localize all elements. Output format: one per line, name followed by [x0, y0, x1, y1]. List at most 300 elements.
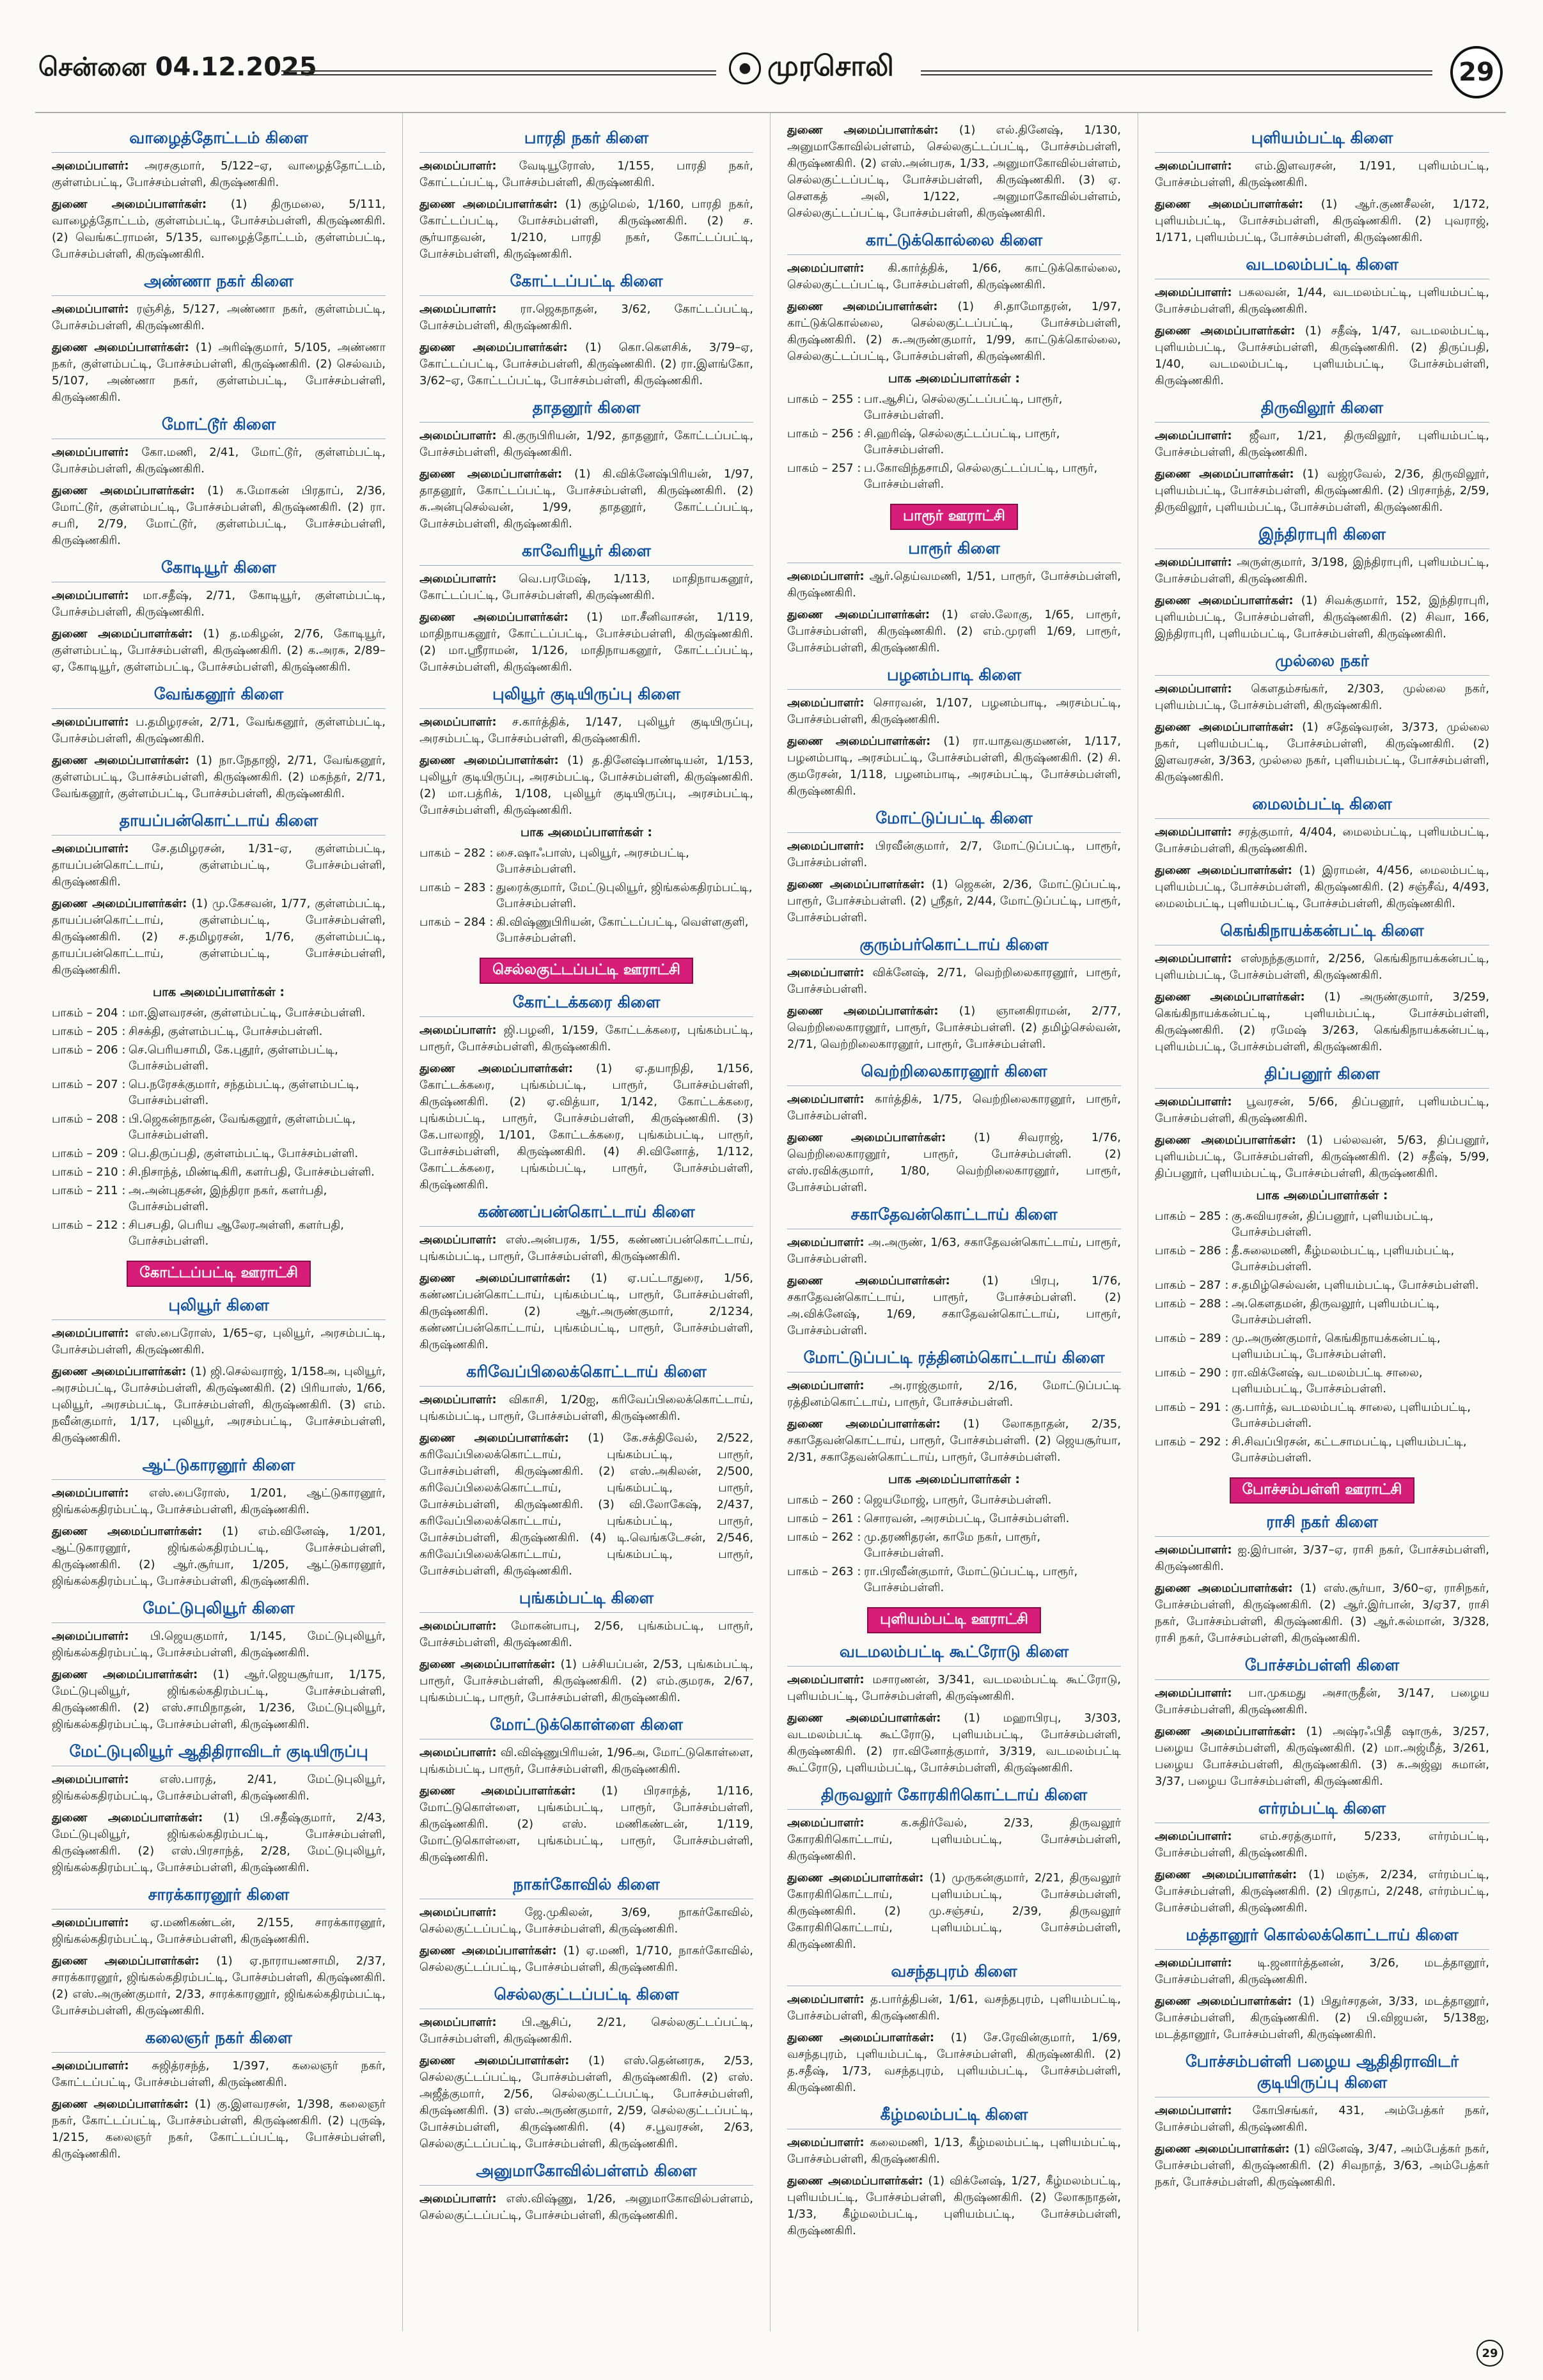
booth-agent: ரா.பிரவீன்குமார், மோட்டுப்பட்டி, பாரூர், போச்சம்பள்ளி.	[864, 1565, 1078, 1594]
president-label: அமைப்பாளர்:	[787, 2136, 865, 2149]
branch-title: வடமலம்பட்டி கிளை	[1155, 255, 1489, 279]
booth-row	[1155, 1330, 1489, 1362]
panchayat-banner: புளியம்பட்டி ஊராட்சி	[867, 1607, 1041, 1633]
vice-president-text: (1) அருண்குமார், 3/259, கெங்கிநாயக்கன்பட்டி, புளியம்பட்டி, போச்சம்பள்ளி, கிருஷ்ணகிரி. (2) ரமேஷ் 3/263, கெங்கிநாயக்கன்பட்டி, புளியம்பட்டி, போச்சம்பள்ளி, கிருஷ்ணகிரி.	[1155, 990, 1489, 1054]
president-text: எஸ்.பைரோஸ், 1/65–ஏ, புலியூர், அரசம்பட்டி, போச்சம்பள்ளி, கிருஷ்ணகிரி.	[52, 1326, 386, 1357]
booth-row	[419, 914, 753, 946]
president-label: அமைப்பாளர்:	[1155, 2104, 1232, 2117]
vice-president-text: (1) அரிஷ்குமார், 5/105, அண்ணா நகர், குள்ளம்பட்டி, போச்சம்பள்ளி, கிருஷ்ணகிரி. (2) செல்வம், 5/107, அண்ணா நகர், குள்ளம்பட்டி, போச்சம்பள்ளி, கிருஷ்ணகிரி.	[52, 341, 386, 404]
booth-agent: ப.கோவிந்தசாமி, செல்லகுட்டப்பட்டி, பாரூர், போச்சம்பள்ளி.	[864, 462, 1098, 491]
president-label: அமைப்பாளர்:	[52, 302, 129, 316]
president-entry	[419, 301, 753, 334]
vice-president-text: (1) மஹாபிரபு, 3/303, வடமலம்பட்டி கூட்ரோடு, புளியம்பட்டி, போச்சம்பள்ளி, கிருஷ்ணகிரி. (2) ரா.வினோத்குமார், 3/319, வடமலம்பட்டி கூட்ரோடு, புளியம்பட்டி, போச்சம்பள்ளி, கிருஷ்ணகிரி.	[787, 1711, 1121, 1775]
vice-president-label: துணை அமைப்பாளர்கள்:	[787, 1871, 924, 1885]
booth-agent: கி.விஷ்ணுபிரியன், கோட்டப்பட்டி, வெள்ளகுளி, போச்சம்பள்ளி.	[496, 915, 749, 945]
column-4	[1138, 113, 1506, 2331]
president-label: அமைப்பாளர்:	[52, 1486, 129, 1500]
booth-number: பாகம் – 286 :	[1155, 1244, 1229, 1257]
vice-president-entry	[419, 2053, 753, 2152]
vice-president-entry	[419, 1943, 753, 1976]
vice-president-text: (1) பிதுர்சரதன், 3/33, மடத்தானூர், போச்சம்பள்ளி, கிருஷ்ணகிரி. (2) பி.விஜயன், 5/138ஐ, மடத்தானூர், போச்சம்பள்ளி, கிருஷ்ணகிரி.	[1155, 1995, 1489, 2041]
vice-president-label: துணை அமைப்பாளர்கள்:	[52, 2097, 189, 2111]
president-text: வேடியூரோஸ், 1/155, பாரதி நகர், கோட்டப்பட்டி, போச்சம்பள்ளி, கிருஷ்ணகிரி.	[419, 159, 753, 189]
vice-president-entry	[787, 1710, 1121, 1777]
booth-heading: பாக அமைப்பாளர்கள் :	[888, 1472, 1020, 1486]
vice-president-entry	[787, 2030, 1121, 2096]
president-text: கி.குருபிரியன், 1/92, தாதனூர், கோட்டப்பட்டி, போச்சம்பள்ளி, கிருஷ்ணகிரி.	[419, 429, 753, 459]
vice-president-entry	[52, 339, 386, 406]
vice-president-text: (1) மஞ்சு, 2/234, எர்ரம்பட்டி, போச்சம்பள்ளி, கிருஷ்ணகிரி. (2) பிரதாப், 2/248, எர்ரம்பட்டி, போச்சம்பள்ளி, கிருஷ்ணகிரி.	[1155, 1868, 1489, 1915]
president-label: அமைப்பாளர்:	[419, 1619, 497, 1633]
branch-title: கரிவேப்பிலைக்கொட்டாய் கிளை	[419, 1362, 753, 1387]
vice-president-text: (1) பிரபு, 1/76, சகாதேவன்கொட்டாய், பாரூர், போச்சம்பள்ளி. (2) அ.விக்னேஷ், 1/69, சகாதேவன்கொட்டாய், பாரூர், போச்சம்பள்ளி.	[787, 1274, 1121, 1337]
vice-president-label: துணை அமைப்பாளர்கள்:	[52, 1954, 200, 1968]
president-text: க.சுதிர்வேல், 2/33, திருவலூர் கோரகிரிகொட்டாய், புளியம்பட்டி, போச்சம்பள்ளி, கிருஷ்ணகிரி.	[787, 1816, 1121, 1863]
branch-title: பாரதி நகர் கிளை	[419, 128, 753, 153]
booth-row	[419, 880, 753, 912]
vice-president-text: (1) லோகநாதன், 2/35, சகாதேவன்கொட்டாய், பாரூர், போச்சம்பள்ளி. (2) ஜெயசூர்யா, 2/31, சகாதேவன்கொட்டாய், பாரூர், போச்சம்பள்ளி.	[787, 1417, 1121, 1464]
president-entry	[52, 1325, 386, 1358]
booth-number: பாகம் – 208 :	[52, 1112, 126, 1126]
vice-president-text: (1) கு.இளவரசன், 1/398, கலைஞர் நகர், கோட்டப்பட்டி, போச்சம்பள்ளி, கிருஷ்ணகிரி. (2) புருஷ், 1/215, கலைஞர் நகர், கோட்டப்பட்டி, போச்சம்பள்ளி, கிருஷ்ணகிரி.	[52, 2097, 386, 2161]
vice-president-entry	[419, 1270, 753, 1353]
masthead	[38, 46, 1503, 104]
vice-president-entry	[787, 876, 1121, 926]
vice-president-label: துணை அமைப்பாளர்கள்:	[52, 1525, 203, 1538]
vice-president-text: (1) கொ.கௌசிக், 3/79–ஏ, கோட்டப்பட்டி, போச்சம்பள்ளி, கிருஷ்ணகிரி. (2) ரா.இளங்கோ, 3/62–ஏ, கோட்டப்பட்டி, போச்சம்பள்ளி, கிருஷ்ணகிரி.	[419, 341, 753, 387]
president-label: அமைப்பாளர்:	[419, 715, 497, 729]
president-text: ச.கார்த்திக், 1/147, புலியூர் குடியிருப்பு, அரசம்பட்டி, போச்சம்பள்ளி, கிருஷ்ணகிரி.	[419, 715, 753, 745]
president-text: எஸ்.அன்பரசு, 1/55, கண்ணப்பன்கொட்டாய், புங்கம்பட்டி, பாரூர், போச்சம்பள்ளி, கிருஷ்ணகிரி.	[419, 1233, 753, 1263]
booth-number: பாகம் – 284 :	[419, 915, 494, 929]
president-entry	[787, 1815, 1121, 1865]
vice-president-entry	[419, 609, 753, 676]
vice-president-text: (1) விக்னேஷ், 1/27, கீழ்மலம்பட்டி, புளியம்பட்டி, போச்சம்பள்ளி, கிருஷ்ணகிரி. (2) லோகநாதன், 1/33, கீழ்மலம்பட்டி, புளியம்பட்டி, போச்சம்பள்ளி, கிருஷ்ணகிரி.	[787, 2174, 1121, 2237]
booth-number: பாகம் – 261 :	[787, 1512, 861, 1525]
president-text: பசுலவன், 1/44, வடமலம்பட்டி, புளியம்பட்டி, போச்சம்பள்ளி, கிருஷ்ணகிரி.	[1155, 286, 1489, 316]
vice-president-entry	[1155, 1723, 1489, 1790]
vice-president-text: (1) அஷ்ரஃபிதீ ஷாருக், 3/257, பழைய போச்சம்பள்ளி, கிருஷ்ணகிரி. (2) மா.அஜ்மீத், 3/261, பழைய போச்சம்பள்ளி, கிருஷ்ணகிரி. (3) சு.அஜ்லு சுமான், 3/37, பழைய போச்சம்பள்ளி, கிருஷ்ணகிரி.	[1155, 1725, 1489, 1788]
vice-president-entry	[419, 1430, 753, 1580]
branch-title: சாரக்காரனூர் கிளை	[52, 1885, 386, 1909]
vice-president-entry	[1155, 1867, 1489, 1917]
president-entry	[419, 158, 753, 191]
vice-president-text: (1) ஆர்.குணசீலன், 1/172, புளியம்பட்டி, போச்சம்பள்ளி, கிருஷ்ணகிரி. (2) புவராஜ், 1/171, புளியம்பட்டி, போச்சம்பள்ளி, கிருஷ்ணகிரி.	[1155, 198, 1489, 244]
branch-title: வேங்கனூர் கிளை	[52, 685, 386, 709]
booth-number: பாகம் – 292 :	[1155, 1435, 1229, 1449]
booth-heading: பாக அமைப்பாளர்கள் :	[152, 985, 285, 999]
vice-president-text: (1) ஆர்.ஜெயசூர்யா, 1/175, மேட்டுபுலியூர், ஜிங்கல்கதிரம்பட்டி, போச்சம்பள்ளி, கிருஷ்ணகிரி. (2) எஸ்.சாமிநாதன், 1/236, மேட்டுபுலியூர், ஜிங்கல்கதிரம்பட்டி, போச்சம்பள்ளி, கிருஷ்ணகிரி.	[52, 1668, 386, 1731]
vice-president-label: துணை அமைப்பாளர்கள்:	[787, 1711, 941, 1725]
booth-number: பாகம் – 211 :	[52, 1184, 126, 1197]
booth-agent: கு.சுவியரசன், திப்பனூர், புளியம்பட்டி, போச்சம்பள்ளி.	[1232, 1209, 1434, 1239]
vice-president-entry	[1155, 1132, 1489, 1182]
president-text: அருள்குமார், 3/198, இந்திராபுரி, புளியம்பட்டி, போச்சம்பள்ளி, கிருஷ்ணகிரி.	[1155, 556, 1489, 586]
vice-president-entry	[787, 1130, 1121, 1196]
president-label: அமைப்பாளர்:	[419, 2016, 497, 2029]
vice-president-label: துணை அமைப்பாளர்கள்:	[419, 754, 559, 767]
booth-row	[787, 1492, 1121, 1508]
vice-president-entry	[419, 752, 753, 819]
branch-title: மோட்டுக்கொள்ளை கிளை	[419, 1715, 753, 1739]
president-label: அமைப்பாளர்:	[1155, 825, 1232, 839]
vice-president-text: (1) சிவக்குமார், 152, இந்திராபுரி, புளியம்பட்டி, போச்சம்பள்ளி, கிருஷ்ணகிரி. (2) சிவா, 166, இந்திராபுரி, புளியம்பட்டி, போச்சம்பள்ளி, கிருஷ்ணகிரி.	[1155, 594, 1489, 641]
president-entry	[419, 2191, 753, 2224]
vice-president-text: (1) சே.ரேவின்குமார், 1/69, வசந்தபுரம், புளியம்பட்டி, போச்சம்பள்ளி, கிருஷ்ணகிரி. (2) த.சதீஷ், 1/73, வசந்தபுரம், புளியம்பட்டி, போச்சம்பள்ளி, கிருஷ்ணகிரி.	[787, 2031, 1121, 2094]
president-label: அமைப்பாளர்:	[419, 1746, 497, 1759]
president-entry	[419, 1232, 753, 1265]
booth-row	[52, 1023, 386, 1039]
president-text: ப.தமிழரசன், 2/71, வேங்கனூர், குள்ளம்பட்டி, போச்சம்பள்ளி, கிருஷ்ணகிரி.	[52, 715, 386, 745]
president-label: அமைப்பாளர்:	[1155, 1095, 1232, 1108]
president-entry	[787, 260, 1121, 293]
president-text: அரசகுமார், 5/122–ஏ, வாழைத்தோட்டம், குள்ளம்பட்டி, போச்சம்பள்ளி, கிருஷ்ணகிரி.	[52, 159, 386, 189]
president-label: அமைப்பாளர்:	[52, 715, 129, 729]
vice-president-entry	[52, 752, 386, 802]
branch-title: கெங்கிநாயக்கன்பட்டி கிளை	[1155, 921, 1489, 945]
vice-president-text: (1) ரா.யாதவகுமணன், 1/117, பழனம்பாடி, அரசம்பட்டி, போச்சம்பள்ளி, கிருஷ்ணகிரி. (2) சி. குமரேசன், 1/118, பழனம்பாடி, அரசம்பட்டி, போச்சம்பள்ளி, கிருஷ்ணகிரி.	[787, 735, 1121, 798]
president-entry	[787, 1672, 1121, 1705]
president-label: அமைப்பாளர்:	[1155, 1956, 1232, 1970]
vice-president-label: துணை அமைப்பாளர்கள்:	[419, 1658, 556, 1671]
president-entry	[1155, 158, 1489, 191]
booth-agent: சிபசபதி, பெரிய ஆலேரஅள்ளி, களர்பதி, போச்சம்பள்ளி.	[129, 1218, 344, 1248]
vice-president-text: (1) பல்லவன், 5/63, திப்பனூர், புளியம்பட்டி, போச்சம்பள்ளி, கிருஷ்ணகிரி. (2) சதீஷ், 5/99, திப்பனூர், புளியம்பட்டி, போச்சம்பள்ளி, கிருஷ்ணகிரி.	[1155, 1133, 1489, 1180]
president-label: அமைப்பாளர்:	[787, 1993, 865, 2006]
president-text: கார்த்திக், 1/75, வெற்றிலைகாரனூர், பாரூர், போச்சம்பள்ளி.	[787, 1093, 1121, 1123]
president-label: அமைப்பாளர்:	[787, 1379, 865, 1392]
booth-agent: பெ.நரேசக்குமார், சந்தம்பட்டி, குள்ளம்பட்டி, போச்சம்பள்ளி.	[129, 1078, 359, 1107]
branch-title: கோட்டப்பட்டி கிளை	[419, 272, 753, 296]
panchayat-banner: பாரூர் ஊராட்சி	[890, 504, 1018, 530]
president-entry	[419, 1022, 753, 1055]
president-text: சொரவன், 1/107, பழனம்பாடி, அரசம்பட்டி, போச்சம்பள்ளி, கிருஷ்ணகிரி.	[787, 696, 1121, 726]
paper-logo	[729, 50, 894, 86]
president-text: ஜீவா, 1/21, திருவிலூர், புளியம்பட்டி, போச்சம்பள்ளி, கிருஷ்ணகிரி.	[1155, 429, 1489, 459]
vice-president-label: துணை அமைப்பாளர்கள்:	[52, 1365, 187, 1378]
branch-title: பாரூர் கிளை	[787, 539, 1121, 563]
president-entry	[1155, 554, 1489, 587]
president-label: அமைப்பாளர்:	[419, 1233, 497, 1247]
branch-title: மத்தானூர் கொல்லக்கொட்டாய் கிளை	[1155, 1925, 1489, 1950]
booth-number: பாகம் – 204 :	[52, 1006, 126, 1020]
booth-agent: அ.அன்புதசன், இந்திரா நகர், களர்பதி, போச்சம்பள்ளி.	[129, 1184, 327, 1213]
booth-agent: பி.ஜெகன்நாதன், வேங்கனூர், குள்ளம்பட்டி, போச்சம்பள்ளி.	[129, 1112, 356, 1142]
vice-president-text: (1) சி.தாமோதரன், 1/97, காட்டுக்கொல்லை, செல்லகுட்டப்பட்டி, போச்சம்பள்ளி, கிருஷ்ணகிரி. (2) சு.அருண்குமார், 1/99, காட்டுக்கொல்லை, செல்லகுட்டப்பட்டி, போச்சம்பள்ளி, கிருஷ்ணகிரி.	[787, 300, 1121, 363]
booth-row	[1155, 1399, 1489, 1431]
vice-president-text: (1) திருமலை, 5/111, வாழைத்தோட்டம், குள்ளம்பட்டி, போச்சம்பள்ளி, கிருஷ்ணகிரி. (2) வெங்கட்ராமன், 5/135, வாழைத்தோட்டம், குள்ளம்பட்டி, போச்சம்பள்ளி, கிருஷ்ணகிரி.	[52, 198, 386, 261]
vice-president-label: துணை அமைப்பாளர்கள்:	[1155, 1582, 1293, 1595]
vice-president-label: துணை அமைப்பாளர்கள்:	[52, 341, 189, 354]
branch-title: கோட்டக்கரை கிளை	[419, 993, 753, 1017]
president-entry	[1155, 681, 1489, 714]
president-entry	[52, 1485, 386, 1518]
vice-president-label: துணை அமைப்பாளர்கள்:	[1155, 2142, 1290, 2156]
booth-row	[52, 1111, 386, 1143]
president-entry	[787, 1991, 1121, 2025]
president-label: அமைப்பாளர்:	[52, 1326, 129, 1340]
president-text: பிரவீன்குமார், 2/7, மோட்டுப்பட்டி, பாரூர், போச்சம்பள்ளி.	[787, 839, 1121, 869]
branch-title: வடமலம்பட்டி கூட்ரோடு கிளை	[787, 1642, 1121, 1667]
vice-president-text: (1) பி.சதீஷ்குமார், 2/43, மேட்டுபுலியூர், ஜிங்கல்கதிரம்பட்டி, போச்சம்பள்ளி, கிருஷ்ணகிரி. (2) எஸ்.பிரசாந்த், 2/28, மேட்டுபுலியூர், ஜிங்கல்கதிரம்பட்டி, போச்சம்பள்ளி, கிருஷ்ணகிரி.	[52, 1811, 386, 1874]
vice-president-text: (1) எம்.வினேஷ், 1/201, ஆட்டுகாரனூர், ஜிங்கல்கதிரம்பட்டி, போச்சம்பள்ளி, கிருஷ்ணகிரி. (2) ஆர்.சூர்யா, 1/205, ஆட்டுகாரனூர், ஜிங்கல்கதிரம்பட்டி, போச்சம்பள்ளி, கிருஷ்ணகிரி.	[52, 1525, 386, 1588]
booth-row	[787, 391, 1121, 423]
vice-president-text: (1) மா.சீனிவாசன், 1/119, மாதிநாயகனூர், கோட்டப்பட்டி, போச்சம்பள்ளி, கிருஷ்ணகிரி. (2) மா.ஸ்ரீராமன், 1/126, மாதிநாயகனூர், கோட்டப்பட்டி, போச்சம்பள்ளி, கிருஷ்ணகிரி.	[419, 611, 753, 674]
booth-row	[1155, 1277, 1489, 1293]
vice-president-label: துணை அமைப்பாளர்கள்:	[419, 2054, 570, 2067]
president-label: அமைப்பாளர்:	[787, 696, 865, 710]
vice-president-text: (1) பிரசாந்த், 1/116, மோட்டுகொள்ளை, புங்கம்பட்டி, பாரூர், போச்சம்பள்ளி, கிருஷ்ணகிரி. (2) எஸ். மணிகண்டன், 1/119, மோட்டுகொள்ளை, புங்கம்பட்டி, பாரூர், போச்சம்பள்ளி, கிருஷ்ணகிரி.	[419, 1784, 753, 1864]
president-entry	[787, 1234, 1121, 1268]
vice-president-text: (1) ஏ.நாராயணசாமி, 2/37, சாரக்காரனூர், ஜிங்கல்கதிரம்பட்டி, போச்சம்பள்ளி, கிருஷ்ணகிரி. (2) எஸ்.அருண்குமார், 2/33, சாரக்காரனூர், ஜிங்கல்கதிரம்பட்டி, போச்சம்பள்ளி, கிருஷ்ணகிரி.	[52, 1954, 386, 2018]
column-1	[35, 113, 403, 2331]
vice-president-text: (1) நா.நேதாஜி, 2/71, வேங்கனூர், குள்ளம்பட்டி, போச்சம்பள்ளி, கிருஷ்ணகிரி. (2) மகந்தர், 2/71, வேங்கனூர், குள்ளம்பட்டி, போச்சம்பள்ளி, கிருஷ்ணகிரி.	[52, 754, 386, 800]
vice-president-text: (1) க.மோகன் பிரதாப், 2/36, மோட்டூர், குள்ளம்பட்டி, போச்சம்பள்ளி, கிருஷ்ணகிரி. (2) ரா. சபரி, 2/79, மோட்டூர், குள்ளம்பட்டி, போச்சம்பள்ளி, கிருஷ்ணகிரி.	[52, 484, 386, 547]
booth-row	[52, 1042, 386, 1074]
president-label: அமைப்பாளர்:	[1155, 682, 1232, 696]
president-label: அமைப்பாளர்:	[1155, 1830, 1232, 1843]
vice-president-label: துணை அமைப்பாளர்கள்:	[52, 198, 207, 211]
booth-heading: பாக அமைப்பாளர்கள் :	[520, 825, 652, 839]
booth-row	[1155, 1243, 1489, 1275]
booth-row	[787, 1511, 1121, 1527]
president-text: எம்.சரத்குமார், 5/233, எர்ரம்பட்டி, போச்சம்பள்ளி, கிருஷ்ணகிரி.	[1155, 1830, 1489, 1860]
president-entry	[787, 2135, 1121, 2168]
booth-number: பாகம் – 209 :	[52, 1147, 126, 1160]
vice-president-entry	[419, 1656, 753, 1706]
president-label: அமைப்பாளர்:	[787, 1673, 865, 1686]
vice-president-label: துணை அமைப்பாளர்கள்:	[787, 2031, 935, 2044]
branch-title: புலியூர் குடியிருப்பு கிளை	[419, 685, 753, 709]
vice-president-label: துணை அமைப்பாளர்கள்:	[419, 1431, 569, 1445]
booth-row	[787, 1564, 1121, 1596]
president-entry	[1155, 1542, 1489, 1575]
booth-number: பாகம் – 283 :	[419, 881, 494, 894]
branch-title: போச்சம்பள்ளி கிளை	[1155, 1656, 1489, 1680]
branch-title: சகாதேவன்கொட்டாய் கிளை	[787, 1205, 1121, 1229]
vice-president-label: துணை அமைப்பாளர்கள்:	[787, 1131, 946, 1144]
branch-title: காட்டுக்கொல்லை கிளை	[787, 231, 1121, 255]
president-text: ரஞ்சித், 5/127, அண்ணா நகர், குள்ளம்பட்டி, போச்சம்பள்ளி, கிருஷ்ணகிரி.	[52, 302, 386, 332]
vice-president-text: (1) ஏ.தயாநிதி, 1/156, கோட்டக்கரை, புங்கம்பட்டி, பாரூர், போச்சம்பள்ளி, கிருஷ்ணகிரி. (2) ஏ.வித்யா, 1/142, கோட்டக்கரை, புங்கம்பட்டி, பாரூர், போச்சம்பள்ளி, கிருஷ்ணகிரி. (3) கே.பாலாஜி, 1/101, கோட்டக்கரை, புங்கம்பட்டி, பாரூர், போச்சம்பள்ளி, கிருஷ்ணகிரி. (4) சி.வினோத், 1/112, கோட்டக்கரை, புங்கம்பட்டி, பாரூர், போச்சம்பள்ளி, கிருஷ்ணகிரி.	[419, 1062, 753, 1192]
column-3	[771, 113, 1138, 2331]
president-label: அமைப்பாளர்:	[419, 429, 497, 442]
booth-agent: கு.பார்த், வடமலம்பட்டி சாலை, புளியம்பட்டி, போச்சம்பள்ளி.	[1232, 1401, 1471, 1430]
president-label: அமைப்பாளர்:	[419, 1393, 497, 1406]
vice-president-text: (1) இராமன், 4/456, மைலம்பட்டி, புளியம்பட்டி, போச்சம்பள்ளி, கிருஷ்ணகிரி. (2) சஞ்சீவ், 4/493, மைலம்பட்டி, புளியம்பட்டி, போச்சம்பள்ளி, கிருஷ்ணகிரி.	[1155, 864, 1489, 910]
booth-row	[52, 1217, 386, 1249]
president-text: வி.விஷ்ணுபிரியன், 1/96அ, மோட்டுகொள்ளை, புங்கம்பட்டி, பாரூர், போச்சம்பள்ளி, கிருஷ்ணகிரி.	[419, 1746, 753, 1776]
president-text: எஸ்.விஷ்ணு, 1/26, அனுமாகோவில்பள்ளம், செல்லகுட்டப்பட்டி, போச்சம்பள்ளி, கிருஷ்ணகிரி.	[419, 2192, 753, 2222]
vice-president-text: (1) எஸ்.லோகு, 1/65, பாரூர், போச்சம்பள்ளி, கிருஷ்ணகிரி. (2) எம்.முரளி 1/69, பாரூர், போச்சம்பள்ளி, கிருஷ்ணகிரி.	[787, 608, 1121, 655]
vice-president-entry	[787, 2173, 1121, 2239]
vice-president-label: துணை அமைப்பாளர்கள்:	[52, 627, 193, 641]
president-label: அமைப்பாளர்:	[787, 570, 865, 583]
vice-president-text: (1) முருகன்குமார், 2/21, திருவலூர் கோரகிரிகொட்டாய், புளியம்பட்டி, போச்சம்பள்ளி, கிருஷ்ணகிரி. (2) மு.சஞ்சய், 2/39, திருவலூர் கோரகிரிகொட்டாய், புளியம்பட்டி, போச்சம்பள்ளி, கிருஷ்ணகிரி.	[787, 1871, 1121, 1951]
president-label: அமைப்பாளர்:	[419, 2192, 497, 2205]
branch-title: அண்ணா நகர் கிளை	[52, 272, 386, 296]
vice-president-text: (1) ஞானகிராமன், 2/77, வெற்றிலைகாரனூர், பாரூர், போச்சம்பள்ளி. (2) தமிழ்செல்வன், 2/71, வெற்றிலைகாரனூர், பாரூர், போச்சம்பள்ளி.	[787, 1004, 1121, 1051]
president-entry	[1155, 1955, 1489, 1988]
column-2	[403, 113, 771, 2331]
branch-title: திருவிலூர் கிளை	[1155, 398, 1489, 423]
vice-president-label: துணை அமைப்பாளர்கள்:	[419, 1784, 576, 1798]
vice-president-entry	[52, 2096, 386, 2163]
branch-title: கலைஞர் நகர் கிளை	[52, 2028, 386, 2053]
booth-number: பாகம் – 255 :	[787, 393, 861, 406]
branch-title: ராசி நகர் கிளை	[1155, 1513, 1489, 1537]
booth-number: பாகம் – 262 :	[787, 1530, 861, 1544]
footer-page-number: 29	[1476, 2340, 1503, 2367]
president-label: அமைப்பாளர்:	[787, 261, 865, 275]
vice-president-text: (1) கே.சக்திவேல், 2/522, கரிவேப்பிலைக்கொட்டாய், புங்கம்பட்டி, பாரூர், போச்சம்பள்ளி, கிருஷ்ணகிரி. (2) எஸ்.அகிலன், 2/500, கரிவேப்பிலைக்கொட்டாய், புங்கம்பட்டி, பாரூர், போச்சம்பள்ளி, கிருஷ்ணகிரி. (3) வி.லோகேஷ், 2/437, கரிவேப்பிலைக்கொட்டாய், புங்கம்பட்டி, பாரூர், போச்சம்பள்ளி, கிருஷ்ணகிரி. (4) டி.வெங்கடேசன், 2/546, கரிவேப்பிலைக்கொட்டாய், புங்கம்பட்டி, பாரூர், போச்சம்பள்ளி, கிருஷ்ணகிரி.	[419, 1431, 753, 1578]
vice-president-label: துணை அமைப்பாளர்கள்:	[787, 123, 939, 137]
president-text: மோகன்பாபு, 2/56, புங்கம்பட்டி, பாரூர், போச்சம்பள்ளி, கிருஷ்ணகிரி.	[419, 1619, 753, 1649]
vice-president-entry	[787, 1416, 1121, 1466]
president-entry	[1155, 1828, 1489, 1862]
president-text: பி.ஜெயகுமார், 1/145, மேட்டுபுலியூர், ஜிங்கல்கதிரம்பட்டி, போச்சம்பள்ளி, கிருஷ்ணகிரி.	[52, 1629, 386, 1660]
article-columns	[35, 112, 1506, 2331]
president-entry	[52, 714, 386, 747]
vice-president-entry	[1155, 323, 1489, 389]
vice-president-entry	[52, 1810, 386, 1876]
vice-president-label: துணை அமைப்பாளர்கள்:	[1155, 467, 1294, 481]
president-text: மசாரணன், 3/341, வடமலம்பட்டி கூட்ரோடு, புளியம்பட்டி, போச்சம்பள்ளி, கிருஷ்ணகிரி.	[787, 1673, 1121, 1703]
president-label: அமைப்பாளர்:	[787, 1236, 865, 1249]
president-entry	[52, 301, 386, 334]
president-entry	[1155, 951, 1489, 984]
booth-agent: மு.அருண்குமார், கெங்கிநாயக்கன்பட்டி, புளியம்பட்டி, போச்சம்பள்ளி.	[1232, 1332, 1441, 1361]
president-text: சரத்குமார், 4/404, மைலம்பட்டி, புளியம்பட்டி, போச்சம்பள்ளி, கிருஷ்ணகிரி.	[1155, 825, 1489, 855]
president-label: அமைப்பாளர்:	[1155, 1686, 1232, 1700]
president-label: அமைப்பாளர்:	[1155, 429, 1232, 442]
panchayat-banner: கோட்டப்பட்டி ஊராட்சி	[127, 1261, 311, 1287]
vice-president-label: துணை அமைப்பாளர்கள்:	[1155, 1995, 1292, 2008]
president-entry	[1155, 824, 1489, 857]
vice-president-entry	[1155, 2141, 1489, 2191]
president-entry	[52, 158, 386, 191]
vice-president-entry	[787, 122, 1121, 222]
branch-title: மைலம்பட்டி கிளை	[1155, 795, 1489, 819]
president-entry	[787, 965, 1121, 998]
vice-president-text: (1) ஜி.செல்வராஜ், 1/158அ, புலியூர், அரசம்பட்டி, போச்சம்பள்ளி, கிருஷ்ணகிரி. (2) பிரியாஸ், 1/66, புலியூர், அரசம்பட்டி, போச்சம்பள்ளி, கிருஷ்ணகிரி. (3) எம். நவீன்குமார், 1/17, புலியூர், அரசம்பட்டி, போச்சம்பள்ளி, கிருஷ்ணகிரி.	[52, 1365, 386, 1445]
branch-title: ஆட்டுகாரனூர் கிளை	[52, 1456, 386, 1480]
vice-president-entry	[787, 1003, 1121, 1053]
president-entry	[52, 444, 386, 478]
vice-president-entry	[419, 1061, 753, 1194]
president-entry	[52, 841, 386, 891]
booth-number: பாகம் – 282 :	[419, 846, 494, 860]
president-text: கோபிசங்கர், 431, அம்பேத்கர் நகர், போச்சம்பள்ளி, கிருஷ்ணகிரி.	[1155, 2104, 1489, 2134]
booth-number: பாகம் – 212 :	[52, 1218, 126, 1232]
president-text: எஸ்.பைரோஸ், 1/201, ஆட்டுகாரனூர், ஜிங்கல்கதிரம்பட்டி, போச்சம்பள்ளி, கிருஷ்ணகிரி.	[52, 1486, 386, 1516]
president-label: அமைப்பாளர்:	[1155, 159, 1232, 173]
booth-number: பாகம் – 256 :	[787, 427, 861, 440]
vice-president-entry	[1155, 593, 1489, 642]
president-text: ஜி.பழனி, 1/159, கோட்டக்கரை, புங்கம்பட்டி, பாரூர், போச்சம்பள்ளி, கிருஷ்ணகிரி.	[419, 1023, 753, 1054]
vice-president-entry	[419, 466, 753, 533]
president-text: எஸ்.பாரத், 2/41, மேட்டுபுலியூர், ஜிங்கல்கதிரம்பட்டி, போச்சம்பள்ளி, கிருஷ்ணகிரி.	[52, 1773, 386, 1803]
vice-president-label: துணை அமைப்பாளர்கள்:	[52, 897, 187, 910]
vice-president-text: (1) சதேஷ்வரன், 3/373, முல்லை நகர், புளியம்பட்டி, போச்சம்பள்ளி, கிருஷ்ணகிரி. (2) இளவரசன், 3/363, முல்லை நகர், புளியம்பட்டி, போச்சம்பள்ளி, கிருஷ்ணகிரி.	[1155, 720, 1489, 784]
vice-president-label: துணை அமைப்பாளர்கள்:	[419, 1062, 574, 1075]
branch-title: திப்பனூர் கிளை	[1155, 1064, 1489, 1089]
president-text: த.பார்த்திபன், 1/61, வசந்தபுரம், புளியம்பட்டி, போச்சம்பள்ளி, கிருஷ்ணகிரி.	[787, 1993, 1121, 2023]
booth-number: பாகம் – 285 :	[1155, 1209, 1229, 1223]
vice-president-entry	[52, 626, 386, 676]
booth-row	[52, 1164, 386, 1180]
booth-number: பாகம் – 260 :	[787, 1493, 861, 1507]
president-text: எஸ்நந்தகுமார், 2/256, கெங்கிநாயக்கன்பட்டி, புளியம்பட்டி, போச்சம்பள்ளி, கிருஷ்ணகிரி.	[1155, 952, 1489, 982]
booth-agent: பெ.திருப்பதி, குள்ளம்பட்டி, போச்சம்பள்ளி.	[129, 1147, 359, 1160]
president-text: ரா.ஜெகநாதன், 3/62, கோட்டப்பட்டி, போச்சம்பள்ளி, கிருஷ்ணகிரி.	[419, 302, 753, 332]
branch-title: புலியூர் கிளை	[52, 1296, 386, 1320]
vice-president-entry	[1155, 862, 1489, 912]
president-entry	[419, 714, 753, 747]
branch-title: கோடியூர் கிளை	[52, 558, 386, 582]
vice-president-text: (1) சதீஷ், 1/47, வடமலம்பட்டி, புளியம்பட்டி, போச்சம்பள்ளி, கிருஷ்ணகிரி. (2) திருப்பதி, 1/40, வடமலம்பட்டி, புளியம்பட்டி, போச்சம்பள்ளி, கிருஷ்ணகிரி.	[1155, 324, 1489, 387]
vice-president-entry	[52, 1953, 386, 2019]
president-entry	[419, 428, 753, 461]
vice-president-entry	[52, 1523, 386, 1590]
branch-title: வெற்றிலைகாரனூர் கிளை	[787, 1062, 1121, 1086]
vice-president-label: துணை அமைப்பாளர்கள்:	[52, 754, 189, 767]
branch-title: தாயப்பன்கொட்டாய் கிளை	[52, 811, 386, 836]
vice-president-entry	[419, 196, 753, 263]
president-label: அமைப்பாளர்:	[52, 2059, 129, 2073]
booth-agent: மா.இளவரசன், குள்ளம்பட்டி, போச்சம்பள்ளி.	[129, 1006, 366, 1020]
vice-president-label: துணை அமைப்பாளர்கள்:	[787, 608, 930, 621]
president-entry	[1155, 428, 1489, 461]
booth-number: பாகம் – 288 :	[1155, 1297, 1229, 1311]
president-label: அமைப்பாளர்:	[787, 1816, 865, 1830]
vice-president-entry	[1155, 196, 1489, 246]
booth-agent: துரைக்குமார், மேட்டுபுலியூர், ஜிங்கல்கதிரம்பட்டி, போச்சம்பள்ளி.	[496, 881, 753, 910]
president-entry	[419, 2014, 753, 2048]
president-label: அமைப்பாளர்:	[419, 159, 497, 173]
president-entry	[419, 1392, 753, 1425]
president-text: சே.தமிழரசன், 1/31–ஏ, குள்ளம்பட்டி, தாயப்பன்கொட்டாய், குள்ளம்பட்டி, போச்சம்பள்ளி, கிருஷ்ணகிரி.	[52, 842, 386, 889]
vice-president-entry	[1155, 466, 1489, 516]
president-text: கி.கார்த்திக், 1/66, காட்டுக்கொல்லை, செல்லகுட்டப்பட்டி, போச்சம்பள்ளி, கிருஷ்ணகிரி.	[787, 261, 1121, 292]
vice-president-label: துணை அமைப்பாளர்கள்:	[419, 198, 558, 211]
vice-president-label: துணை அமைப்பாளர்கள்:	[787, 300, 938, 313]
vice-president-text: (1) த.தினேஷ்பாண்டியன், 1/153, புலியூர் குடியிருப்பு, அரசம்பட்டி, போச்சம்பள்ளி, கிருஷ்ணகிரி. (2) மா.பத்ரிக், 1/108, புலியூர் குடியிருப்பு, அரசம்பட்டி, போச்சம்பள்ளி, கிருஷ்ணகிரி.	[419, 754, 753, 817]
booth-agent: சி.ஹரிஷ், செல்லகுட்டப்பட்டி, பாரூர், போச்சம்பள்ளி.	[864, 427, 1060, 456]
president-entry	[52, 1915, 386, 1948]
president-entry	[52, 587, 386, 621]
booth-number: பாகம் – 287 :	[1155, 1279, 1229, 1292]
vice-president-text: (1) ஏ.மணி, 1/710, நாகர்கோவில், செல்லகுட்டப்பட்டி, போச்சம்பள்ளி, கிருஷ்ணகிரி.	[419, 1944, 753, 1974]
president-text: பி.ஆசிப், 2/21, செல்லகுட்டப்பட்டி, போச்சம்பள்ளி, கிருஷ்ணகிரி.	[419, 2016, 753, 2046]
vice-president-entry	[787, 1870, 1121, 1953]
branch-title: மோட்டுப்பட்டி கிளை	[787, 809, 1121, 833]
president-entry	[52, 2058, 386, 2091]
president-text: சுஜித்ரசந்த், 1/397, கலைஞர் நகர், கோட்டப்பட்டி, போச்சம்பள்ளி, கிருஷ்ணகிரி.	[52, 2059, 386, 2089]
booth-row	[1155, 1208, 1489, 1240]
vice-president-label: துணை அமைப்பாளர்கள்:	[52, 1668, 198, 1681]
president-label: அமைப்பாளர்:	[52, 446, 129, 459]
president-entry	[787, 838, 1121, 871]
booth-row	[52, 1146, 386, 1162]
vice-president-label: துணை அமைப்பாளர்கள்:	[419, 611, 568, 624]
vice-president-label: துணை அமைப்பாளர்கள்:	[787, 735, 931, 748]
president-text: ஆர்.தெய்வமணி, 1/51, பாரூர், போச்சம்பள்ளி, கிருஷ்ணகிரி.	[787, 570, 1121, 600]
vice-president-label: துணை அமைப்பாளர்கள்:	[419, 1944, 557, 1957]
branch-title: இந்திராபுரி கிளை	[1155, 525, 1489, 549]
president-text: விக்னேஷ், 2/71, வெற்றிலைகாரனூர், பாரூர், போச்சம்பள்ளி.	[787, 966, 1121, 996]
city-date: சென்னை 04.12.2025	[38, 52, 317, 82]
